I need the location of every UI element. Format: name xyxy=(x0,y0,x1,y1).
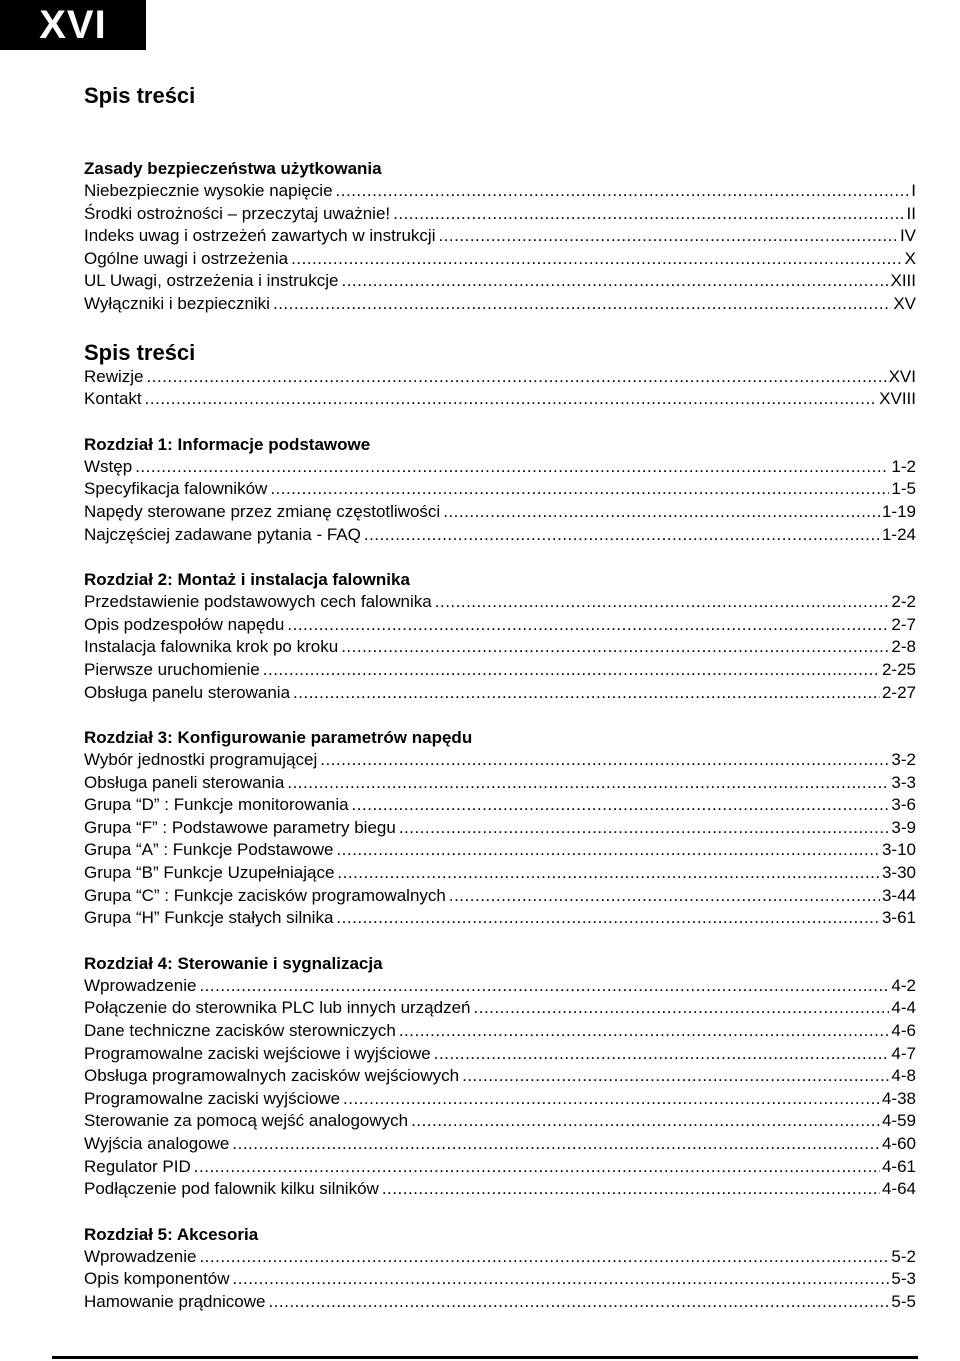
toc-entry[interactable] xyxy=(84,817,916,840)
entry-page: X xyxy=(904,248,916,268)
leader-dots xyxy=(270,478,889,501)
toc-entry[interactable] xyxy=(84,682,916,705)
entry-page: XV xyxy=(893,293,916,313)
page-number-label: XVI xyxy=(39,2,107,47)
leader-dots xyxy=(411,1110,880,1133)
leader-dots xyxy=(287,772,889,795)
bottom-rule xyxy=(52,1356,918,1359)
entry-label: Regulator PID xyxy=(84,1156,191,1176)
entry-page: II xyxy=(906,203,916,223)
leader-dots xyxy=(232,1133,880,1156)
entry-page: 1-24 xyxy=(881,524,916,544)
leader-dots xyxy=(364,524,880,547)
leader-dots xyxy=(268,1291,889,1314)
leader-dots xyxy=(443,501,880,524)
entry-page: 3-30 xyxy=(881,863,916,883)
toc-entry[interactable] xyxy=(84,749,916,772)
entry-page: 3-44 xyxy=(881,885,916,905)
toc-entry[interactable] xyxy=(84,1088,916,1111)
leader-dots xyxy=(263,659,880,682)
entry-page: 2-25 xyxy=(881,659,916,679)
entry-label: Połączenie do sterownika PLC lub innych urządzeń xyxy=(84,998,471,1018)
leader-dots xyxy=(449,885,880,908)
leader-dots xyxy=(399,817,890,840)
entry-page: XVI xyxy=(888,366,916,386)
toc-entry[interactable] xyxy=(84,1156,916,1179)
toc-entry[interactable] xyxy=(84,794,916,817)
entry-page: 2-7 xyxy=(891,614,916,634)
toc-entry[interactable] xyxy=(84,478,916,501)
entry-label: Najczęściej zadawane pytania - FAQ xyxy=(84,524,361,544)
section-heading: Rozdział 4: Sterowanie i sygnalizacja xyxy=(84,953,383,973)
leader-dots xyxy=(135,456,889,479)
entry-page: 3-61 xyxy=(881,908,916,928)
toc-entry[interactable] xyxy=(84,659,916,682)
entry-page: XVIII xyxy=(879,389,916,409)
entry-page: XIII xyxy=(890,271,916,291)
entry-page: 5-2 xyxy=(891,1246,916,1266)
entry-page: 4-64 xyxy=(881,1179,916,1199)
page-title: Spis treści xyxy=(84,83,196,108)
toc-entry[interactable] xyxy=(84,591,916,614)
entry-label: Przedstawienie podstawowych cech falownika xyxy=(84,592,432,612)
entry-label: Wprowadzenie xyxy=(84,1246,197,1266)
leader-dots xyxy=(145,388,877,411)
entry-label: Specyfikacja falowników xyxy=(84,479,268,499)
leader-dots xyxy=(438,225,897,248)
toc-entry[interactable] xyxy=(84,862,916,885)
entry-label: Grupa “D” : Funkcje monitorowania xyxy=(84,795,349,815)
entry-label: Niebezpiecznie wysokie napięcie xyxy=(84,181,333,200)
entry-label: Wybór jednostki programującej xyxy=(84,750,318,770)
entry-label: Programowalne zaciski wyjściowe xyxy=(84,1088,341,1108)
toc-entry[interactable] xyxy=(84,501,916,524)
toc-entry[interactable] xyxy=(84,1268,916,1291)
section-heading: Zasady bezpieczeństwa użytkowania xyxy=(84,159,382,178)
toc-entry[interactable] xyxy=(84,907,916,930)
entry-page: 3-2 xyxy=(891,750,916,770)
toc-entry[interactable] xyxy=(84,524,916,547)
entry-label: Grupa “B” Funkcje Uzupełniające xyxy=(84,863,335,883)
entry-label: Pierwsze uruchomienie xyxy=(84,659,260,679)
leader-dots xyxy=(343,1088,880,1111)
entry-label: Sterowanie za pomocą wejść analogowych xyxy=(84,1111,409,1131)
entry-page: 3-6 xyxy=(891,795,916,815)
toc-entry[interactable] xyxy=(84,772,916,795)
toc-entry[interactable] xyxy=(84,885,916,908)
toc-entry[interactable] xyxy=(84,1065,916,1088)
leader-dots xyxy=(293,682,880,705)
toc-entry[interactable] xyxy=(84,1133,916,1156)
entry-label: UL Uwagi, ostrzeżenia i instrukcje xyxy=(84,271,339,291)
leader-dots xyxy=(393,203,904,226)
toc-entry[interactable] xyxy=(84,225,916,248)
leader-dots xyxy=(382,1178,880,1201)
entry-page: 2-8 xyxy=(891,637,916,657)
toc-entry[interactable] xyxy=(84,1246,916,1269)
toc-entry[interactable] xyxy=(84,388,916,411)
entry-label: Wyłączniki i bezpieczniki xyxy=(84,293,270,313)
toc-entry[interactable] xyxy=(84,1110,916,1133)
leader-dots xyxy=(320,749,889,772)
entry-page: 4-2 xyxy=(891,975,916,995)
entry-label: Opis komponentów xyxy=(84,1269,230,1289)
entry-page: 4-4 xyxy=(891,998,916,1018)
table-of-contents xyxy=(84,158,916,1314)
leader-dots xyxy=(352,794,890,817)
entry-label: Wstęp xyxy=(84,456,133,476)
leader-dots xyxy=(435,591,890,614)
leader-dots xyxy=(287,614,889,637)
entry-label: Podłączenie pod falownik kilku silników xyxy=(84,1179,379,1199)
entry-page: 1-2 xyxy=(891,456,916,476)
leader-dots xyxy=(199,1246,889,1269)
section-heading: Rozdział 2: Montaż i instalacja falownika xyxy=(84,570,410,590)
page-number-tab xyxy=(0,0,146,50)
entry-label: Grupa “H” Funkcje stałych silnika xyxy=(84,908,334,928)
leader-dots xyxy=(199,975,889,998)
leader-dots xyxy=(336,907,880,930)
toc-entry[interactable] xyxy=(84,203,916,226)
entry-label: Grupa “A” : Funkcje Podstawowe xyxy=(84,840,334,860)
entry-label: Grupa “F” : Podstawowe parametry biegu xyxy=(84,817,396,837)
section-heading: Spis treści xyxy=(84,339,196,365)
entry-label: Obsługa programowalnych zacisków wejściowych xyxy=(84,1066,460,1086)
entry-page: 4-8 xyxy=(891,1066,916,1086)
leader-dots xyxy=(194,1156,880,1179)
entry-page: 1-5 xyxy=(891,479,916,499)
entry-page: 1-19 xyxy=(881,501,916,521)
entry-page: 4-60 xyxy=(881,1134,916,1153)
entry-page: 5-3 xyxy=(891,1269,916,1289)
entry-label: Napędy sterowane przez zmianę częstotliwości xyxy=(84,501,441,521)
toc-entry[interactable] xyxy=(84,997,916,1020)
toc-entry[interactable] xyxy=(84,975,916,998)
entry-page: 3-9 xyxy=(891,817,916,837)
entry-label: Dane techniczne zacisków sterowniczych xyxy=(84,1021,396,1041)
entry-label: Ogólne uwagi i ostrzeżenia xyxy=(84,248,289,268)
entry-page: 2-2 xyxy=(891,592,916,612)
leader-dots xyxy=(336,180,910,203)
leader-dots xyxy=(341,636,889,659)
entry-label: Instalacja falownika krok po kroku xyxy=(84,637,339,657)
section-heading: Rozdział 5: Akcesoria xyxy=(84,1224,259,1244)
entry-label: Kontakt xyxy=(84,389,142,409)
entry-label: Środki ostrożności – przeczytaj uważnie! xyxy=(84,203,391,223)
leader-dots xyxy=(147,366,887,389)
entry-label: Opis podzespołów napędu xyxy=(84,614,285,634)
toc-entry[interactable] xyxy=(84,1291,916,1314)
entry-page: 5-5 xyxy=(891,1291,916,1311)
toc-entry[interactable] xyxy=(84,1020,916,1043)
toc-entry[interactable] xyxy=(84,614,916,637)
entry-label: Grupa “C” : Funkcje zacisków programowalnych xyxy=(84,885,446,905)
leader-dots xyxy=(399,1020,890,1043)
toc-entry[interactable] xyxy=(84,456,916,479)
leader-dots xyxy=(474,997,890,1020)
entry-label: Obsługa paneli sterowania xyxy=(84,772,285,792)
leader-dots xyxy=(233,1268,890,1291)
toc-entry[interactable] xyxy=(84,839,916,862)
section-heading: Rozdział 3: Konfigurowanie parametrów napędu xyxy=(84,728,473,748)
entry-page: IV xyxy=(899,226,916,246)
toc-entry[interactable] xyxy=(84,1043,916,1066)
entry-page: 2-27 xyxy=(881,682,916,702)
entry-label: Indeks uwag i ostrzeżeń zawartych w instrukcji xyxy=(84,226,436,246)
toc-entry[interactable] xyxy=(84,248,916,271)
entry-page: 4-61 xyxy=(881,1156,916,1176)
entry-label: Wyjścia analogowe xyxy=(84,1134,230,1153)
leader-dots xyxy=(462,1065,889,1088)
toc-entry[interactable] xyxy=(84,293,916,316)
entry-page: 4-38 xyxy=(881,1088,916,1108)
leader-dots xyxy=(273,293,891,316)
entry-label: Programowalne zaciski wejściowe i wyjściowe xyxy=(84,1043,431,1063)
entry-label: Hamowanie prądnicowe xyxy=(84,1291,266,1311)
entry-page: 3-3 xyxy=(891,772,916,792)
toc-entry[interactable] xyxy=(84,270,916,293)
entry-label: Obsługa panelu sterowania xyxy=(84,682,291,702)
leader-dots xyxy=(434,1043,890,1066)
toc-entry[interactable] xyxy=(84,366,916,389)
entry-page: 3-10 xyxy=(881,840,916,860)
section-heading: Rozdział 1: Informacje podstawowe xyxy=(84,434,371,454)
entry-page: 4-7 xyxy=(891,1043,916,1063)
leader-dots xyxy=(341,270,888,293)
entry-label: Wprowadzenie xyxy=(84,975,197,995)
toc-entry[interactable] xyxy=(84,636,916,659)
entry-page: 4-6 xyxy=(891,1021,916,1041)
leader-dots xyxy=(337,862,880,885)
entry-page: 4-59 xyxy=(881,1111,916,1131)
leader-dots xyxy=(291,248,903,271)
toc-entry[interactable] xyxy=(84,180,916,203)
entry-label: Rewizje xyxy=(84,366,144,386)
entry-page: I xyxy=(911,181,916,200)
toc-entry[interactable] xyxy=(84,1178,916,1201)
leader-dots xyxy=(336,839,880,862)
